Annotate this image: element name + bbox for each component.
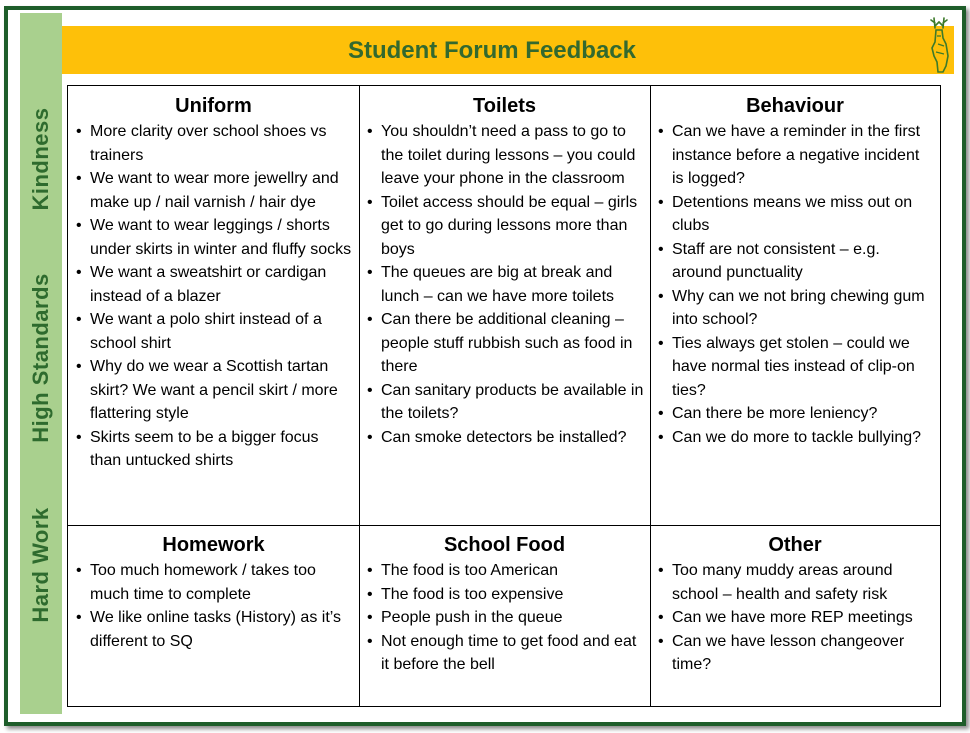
section-heading: School Food [443,534,566,556]
feedback-grid [67,85,941,707]
feedback-list [359,120,650,449]
list-item: • Can we have more REP meetings [650,606,940,630]
section-heading: Uniform [175,95,252,117]
section-heading: Other [768,534,822,556]
feedback-list [650,120,940,449]
list-item: • Can there be more leniency? [650,402,940,426]
section-uniform [68,86,359,525]
section-heading: Toilets [473,95,536,117]
list-item: • Can sanitary products be available in the toilets? [359,379,650,426]
list-item: • Can smoke detectors be installed? [359,426,650,450]
list-item: • Why can we not bring chewing gum into school? [650,285,940,332]
list-item: • Can we have lesson changeover time? [650,630,940,677]
section-heading: Homework [162,534,265,556]
feedback-list [68,120,359,473]
list-item: • Can there be additional cleaning – people stuff rubbish such as food in there [359,308,650,379]
stag-crest-icon [924,14,954,76]
section-other [650,525,940,706]
list-item: • The food is too American [359,559,650,583]
values-sidebar: Kindness High Standards Hard Work [20,13,62,714]
feedback-list [359,559,650,677]
list-item: • You shouldn’t need a pass to go to the toilet during lessons – you could leave your phone in the classroom [359,120,650,191]
list-item: • People push in the queue [359,606,650,630]
page-title: Student Forum Feedback [347,37,637,64]
list-item: • Too much homework / takes too much time to complete [68,559,359,606]
list-item: • Toilet access should be equal – girls get to go during lessons more than boys [359,191,650,262]
list-item: • We want to wear leggings / shorts under skirts in winter and fluffy socks [68,214,359,261]
list-item: • Detentions means we miss out on clubs [650,191,940,238]
list-item: • Skirts seem to be a bigger focus than untucked shirts [68,426,359,473]
list-item: • Can we do more to tackle bullying? [650,426,940,450]
section-school-food [359,525,650,706]
list-item: • We like online tasks (History) as it’s different to SQ [68,606,359,653]
list-item: • The food is too expensive [359,583,650,607]
list-item: • Not enough time to get food and eat it before the bell [359,630,650,677]
list-item: • We want a sweatshirt or cardigan instead of a blazer [68,261,359,308]
list-item: • Staff are not consistent – e.g. around punctuality [650,238,940,285]
list-item: • The queues are big at break and lunch – can we have more toilets [359,261,650,308]
list-item: • More clarity over school shoes vs trainers [68,120,359,167]
feedback-list [68,559,359,653]
list-item: • Why do we wear a Scottish tartan skirt? We want a pencil skirt / more flattering style [68,355,359,426]
section-homework [68,525,359,706]
feedback-list [650,559,940,677]
list-item: • Ties always get stolen – could we have normal ties instead of clip-on ties? [650,332,940,403]
list-item: • We want a polo shirt instead of a school shirt [68,308,359,355]
list-item: • Can we have a reminder in the first instance before a negative incident is logged? [650,120,940,191]
section-behaviour [650,86,940,525]
section-heading: Behaviour [746,95,844,117]
section-toilets [359,86,650,525]
list-item: • We want to wear more jewellry and make up / nail varnish / hair dye [68,167,359,214]
list-item: • Too many muddy areas around school – health and safety risk [650,559,940,606]
